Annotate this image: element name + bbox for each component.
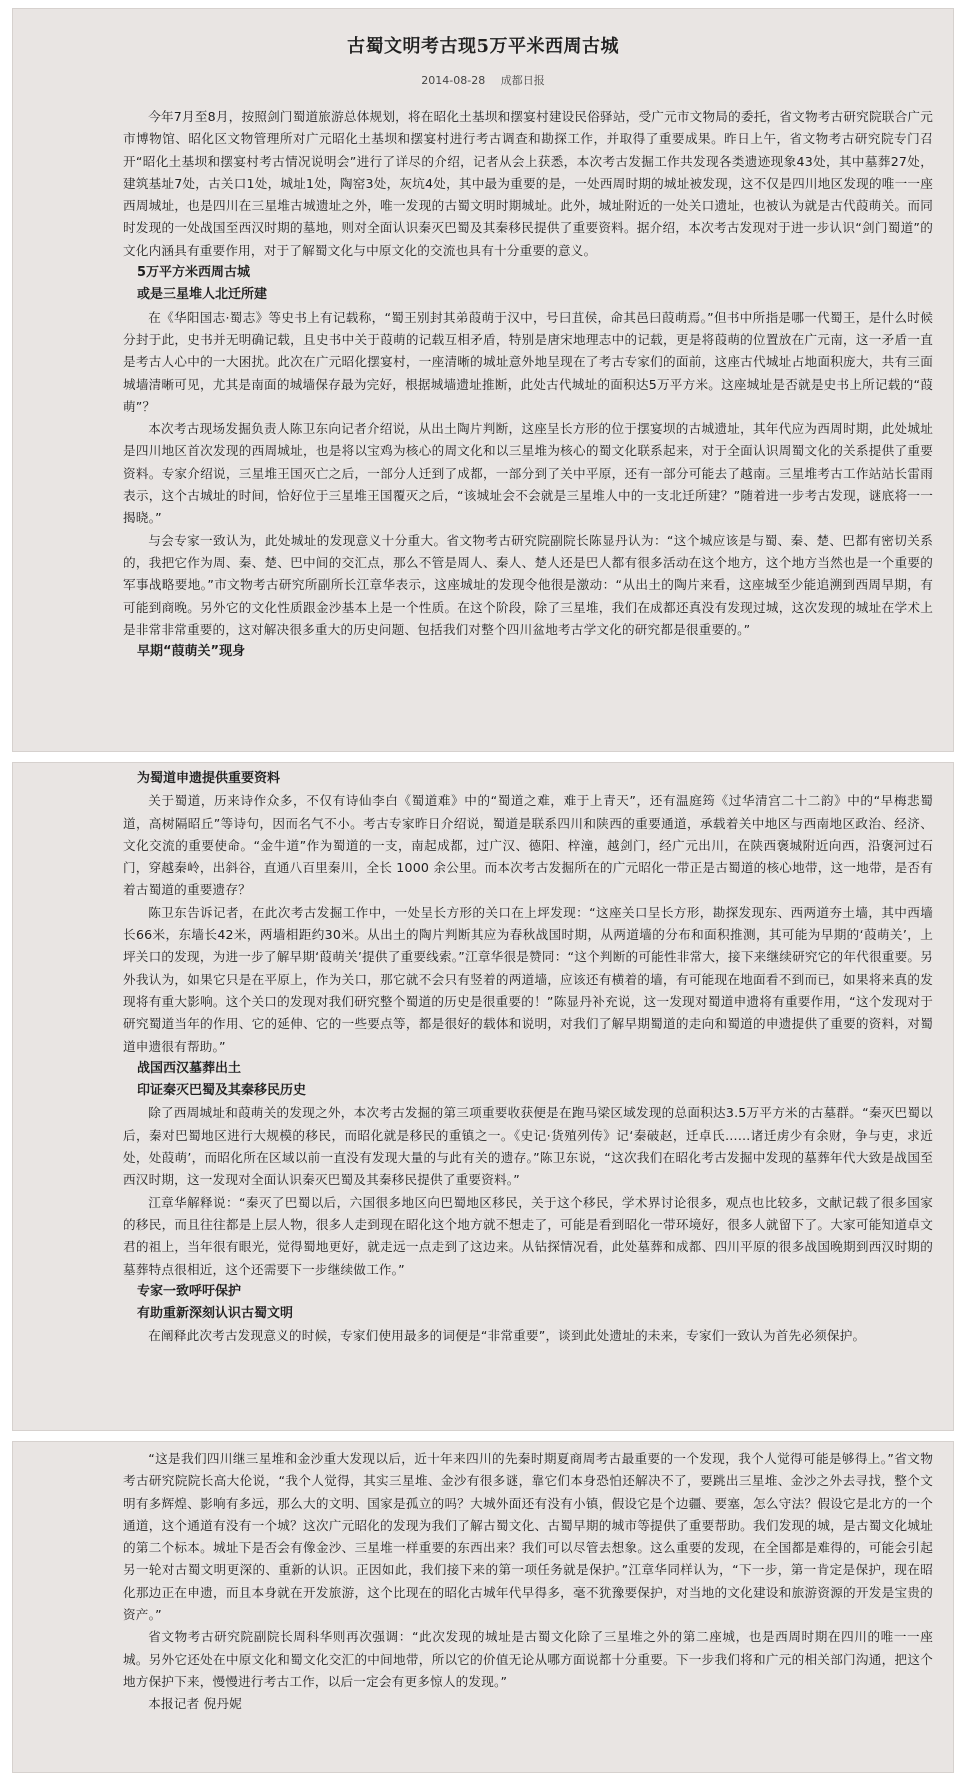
section-1-body [123, 106, 933, 663]
subheading: 有助重新深刻认识古蜀文明 [137, 1306, 294, 1322]
paragraph: 关于蜀道，历来诗作众多，不仅有诗仙李白《蜀道难》中的“蜀道之难，难于上青天”，还有温庭筠《过华清宫二十二韵》中的“早梅悲蜀道，高树隔昭丘”等诗句，因而名气不小。考古专家昨日介绍说，蜀道是联系四川和陕西的重要通道，承载着关中地区与西南地区政治、经济、文化交流的重要使命。“金牛道”作为蜀道的一支，南起成都，过广汉、德阳、梓潼，越剑门，经广元出川，在陕西褒城附近向西，沿褒河过石门，穿越秦岭，出斜谷，直通八百里秦川，全长 1000 余公里。而本次考古发掘所在的广元昭化一带正是古蜀道的核心地带，这一地带，是否有着古蜀道的重要遗存？ [123, 793, 933, 898]
article-section-1 [12, 8, 954, 752]
article-meta [33, 72, 933, 88]
byline: 本报记者 倪丹妮 [148, 1696, 242, 1712]
subheading: 或是三星堆人北迁所建 [137, 287, 268, 303]
paragraph: 除了西周城址和葭萌关的发现之外，本次考古发掘的第三项重要收获便是在跑马梁区域发现的总面积达3.5万平方米的古墓群。“秦灭巴蜀以后，秦对巴蜀地区进行大规模的移民，而昭化就是移民的重镇之一。《史记·货殖列传》记‘秦破赵，迁卓氏……诸迁虏少有余财，争与吏，求近处，处葭萌’，而昭化所在区域以前一直没有发现大量的与此有关的遗存。”陈卫东说，“这次我们在昭化考古发掘中发现的墓葬年代大致是战国至西汉时期，这一发现对全面认识秦灭巴蜀及其秦移民提供了重要资料。” [123, 1105, 933, 1188]
subheading: 5万平方米西周古城 [137, 265, 251, 281]
section-3-body [123, 1448, 933, 1716]
article-source: 成都日报 [500, 74, 545, 87]
subheading: 专家一致呼吁保护 [137, 1283, 242, 1299]
paragraph: 本次考古现场发掘负责人陈卫东向记者介绍说，从出土陶片判断，这座呈长方形的位于摆宴坝的古城遗址，其年代应为西周时期，此处城址是四川地区首次发现的西周城址，也是将以宝鸡为核心的周文化和以三星堆为核心的蜀文化联系起来，对于全面认识周蜀文化的关系提供了重要资料。专家介绍说，三星堆王国灭亡之后，一部分人迁到了成都，一部分到了关中平原，还有一部分可能去了越南。三星堆考古工作站站长雷雨表示，这个古城址的时间，恰好位于三星堆王国覆灭之后，“该城址会不会就是三星堆人中的一支北迁所建？”随着进一步考古发现，谜底将一一揭晓。” [123, 421, 933, 526]
paragraph: 与会专家一致认为，此处城址的发现意义十分重大。省文物考古研究院副院长陈显丹认为：“这个城应该是与蜀、秦、楚、巴都有密切关系的，我把它作为周、秦、楚、巴中间的交汇点，那么不管是周人、秦人、楚人还是巴人都有很多活动在这个地方，这个地方当然也是一个重要的军事战略要地。”市文物考古研究所副所长江章华表示，这座城址的发现令他很是激动：“从出土的陶片来看，这座城至少能追溯到西周早期，有可能到商晚。另外它的文化性质跟金沙基本上是一个性质。在这个阶段，除了三星堆，我们在成都还真没有发现过城，这次发现的城址在学术上是非常非常重要的，这对解决很多重大的历史问题、包括我们对整个四川盆地考古学文化的研究都是很重要的。” [123, 532, 933, 637]
section-2-body [123, 768, 933, 1348]
subheading: 印证秦灭巴蜀及其秦移民历史 [137, 1083, 307, 1099]
article-section-2 [12, 762, 954, 1431]
subheading: 早期“葭萌关”现身 [137, 644, 246, 660]
subheading: 战国西汉墓葬出土 [137, 1060, 242, 1076]
paragraph: 陈卫东告诉记者，在此次考古发掘工作中，一处呈长方形的关口在上坪发现：“这座关口呈长方形，勘探发现东、西两道夯土墙，其中西墙长66米，东墙长42米，两墙相距约30米。从出土的陶片判断其应为春秋战国时期，从两道墙的分布和面积推测，其可能为早期的‘葭萌关’，上坪关口的发现，为进一步了解早期‘葭萌关’提供了重要线索。”江章华很是赞同：“这个判断的可能性非常大，接下来继续研究它的年代很重要。另外我认为，如果它只是在平原上，作为关口，那它就不会只有竖着的两道墙，应该还有横着的墙，有可能现在地面看不到而已，如果将来真的发现将有重大影响。这个关口的发现对我们研究整个蜀道的历史是很重要的！”陈显丹补充说，这一发现对蜀道申遗将有重要作用，“这个发现对于研究蜀道当年的作用、它的延伸、它的一些要点等，都是很好的载体和说明，对我们了解早期蜀道的走向和蜀道的申遗提供了重要的资料，对蜀道申遗很有帮助。” [123, 904, 933, 1054]
paragraph: 省文物考古研究院副院长周科华则再次强调：“此次发现的城址是古蜀文化除了三星堆之外的第二座城，也是西周时期在四川的唯一一座城。另外它还处在中原文化和蜀文化交汇的中间地带，所以它的价值无论从哪方面说都十分重要。下一步我们将和广元的相关部门沟通，把这个地方保护下来，慢慢进行考古工作，以后一定会有更多惊人的发现。” [123, 1629, 933, 1689]
paragraph: 在阐释此次考古发现意义的时候，专家们使用最多的词便是“非常重要”，谈到此处遗址的未来，专家们一致认为首先必须保护。 [148, 1328, 866, 1344]
paragraph: 今年7月至8月，按照剑门蜀道旅游总体规划，将在昭化土基坝和摆宴村建设民俗驿站，受广元市文物局的委托，省文物考古研究院联合广元市博物馆、昭化区文物管理所对广元昭化土基坝和摆宴村进行考古调查和勘探工作，并取得了重要成果。昨日上午，省文物考古研究院专门召开“昭化土基坝和摆宴村考古情况说明会”进行了详尽的介绍，记者从会上获悉，本次考古发掘工作共发现各类遗迹现象43处，其中墓葬27处，建筑基址7处，古关口1处，城址1处，陶窑3处，灰坑4处，其中最为重要的是，一处西周时期的城址被发现，这不仅是四川地区发现的唯一一座西周城址，也是四川在三星堆古城遗址之外，唯一发现的古蜀文明时期城址。此外，城址附近的一处关口遗址，也被认为就是古代葭萌关。而同时发现的一处战国至西汉时期的墓地，则对全面认识秦灭巴蜀及其秦移民提供了重要资料。据介绍，本次考古发现对于进一步认识“剑门蜀道”的文化内涵具有重要作用，对于了解蜀文化与中原文化的交流也具有十分重要的意义。 [123, 109, 933, 258]
paragraph: “这是我们四川继三星堆和金沙重大发现以后，近十年来四川的先秦时期夏商周考古最重要的一个发现，我个人觉得可能是够得上。”省文物考古研究院院长高大伦说，“我个人觉得，其实三星堆、金沙有很多谜，靠它们本身恐怕还解决不了，要跳出三星堆、金沙之外去寻找，整个文明有多辉煌、影响有多远，那么大的文明、国家是孤立的吗？大城外面还有没有小镇，假设它是个边疆、要塞，怎么守法？假设它是北方的一个通道，这个通道有没有一个城？这次广元昭化的发现为我们了解古蜀文化、古蜀早期的城市等提供了重要帮助。我们发现的城，是古蜀文化城址的第二个标本。城址下是否会有像金沙、三星堆一样重要的东西出来？我们可以尽管去想象。这么重要的发现，在全国都是难得的，可能会引起另一轮对古蜀文明更深的、重新的认识。正因如此，我们接下来的第一项任务就是保护。”江章华同样认为，“下一步，第一肯定是保护，现在昭化那边正在申遗，而且本身就在开发旅游，这个比现在的昭化古城年代早得多，毫不犹豫要保护，对当地的文化建设和旅游资源的开发是宝贵的资产。” [123, 1451, 933, 1623]
article-title: 古蜀文明考古现5万平米西周古城 [346, 36, 620, 57]
article-section-3 [12, 1441, 954, 1773]
subheading: 为蜀道申遗提供重要资料 [137, 771, 281, 786]
article-date: 2014-08-28 [421, 74, 486, 87]
paragraph: 在《华阳国志·蜀志》等史书上有记载称，“蜀王别封其弟葭萌于汉中，号曰苴侯，命其邑曰葭萌焉。”但书中所指是哪一代蜀王，是什么时候分封于此，史书并无明确记载，且史书中关于葭萌的记载互相矛盾，特别是唐宋地理志中的记载，更是将葭萌的位置放在广元南，这一矛盾一直是考古人心中的一大困扰。此次在广元昭化摆宴村，一座清晰的城址意外地呈现在了考古专家们的面前，这座古代城址占地面积庞大，共有三面城墙清晰可见，尤其是南面的城墙保存最为完好，根据城墙遗址推断，此处古代城址的面积达5万平方米。这座城址是否就是史书上所记载的“葭萌”？ [123, 309, 933, 414]
paragraph: 江章华解释说：“秦灭了巴蜀以后，六国很多地区向巴蜀地区移民，关于这个移民，学术界讨论很多，观点也比较多，文献记载了很多国家的移民，而且往往都是上层人物，很多人走到现在昭化这个地方就不想走了，可能是看到昭化一带环境好，很多人就留下了。大家可能知道卓文君的祖上，当年很有眼光，觉得蜀地更好，就走远一点走到了这边来。从钻探情况看，此处墓葬和成都、四川平原的很多战国晚期到西汉时期的墓葬特点很相近，这个还需要下一步继续做工作。” [123, 1194, 933, 1277]
